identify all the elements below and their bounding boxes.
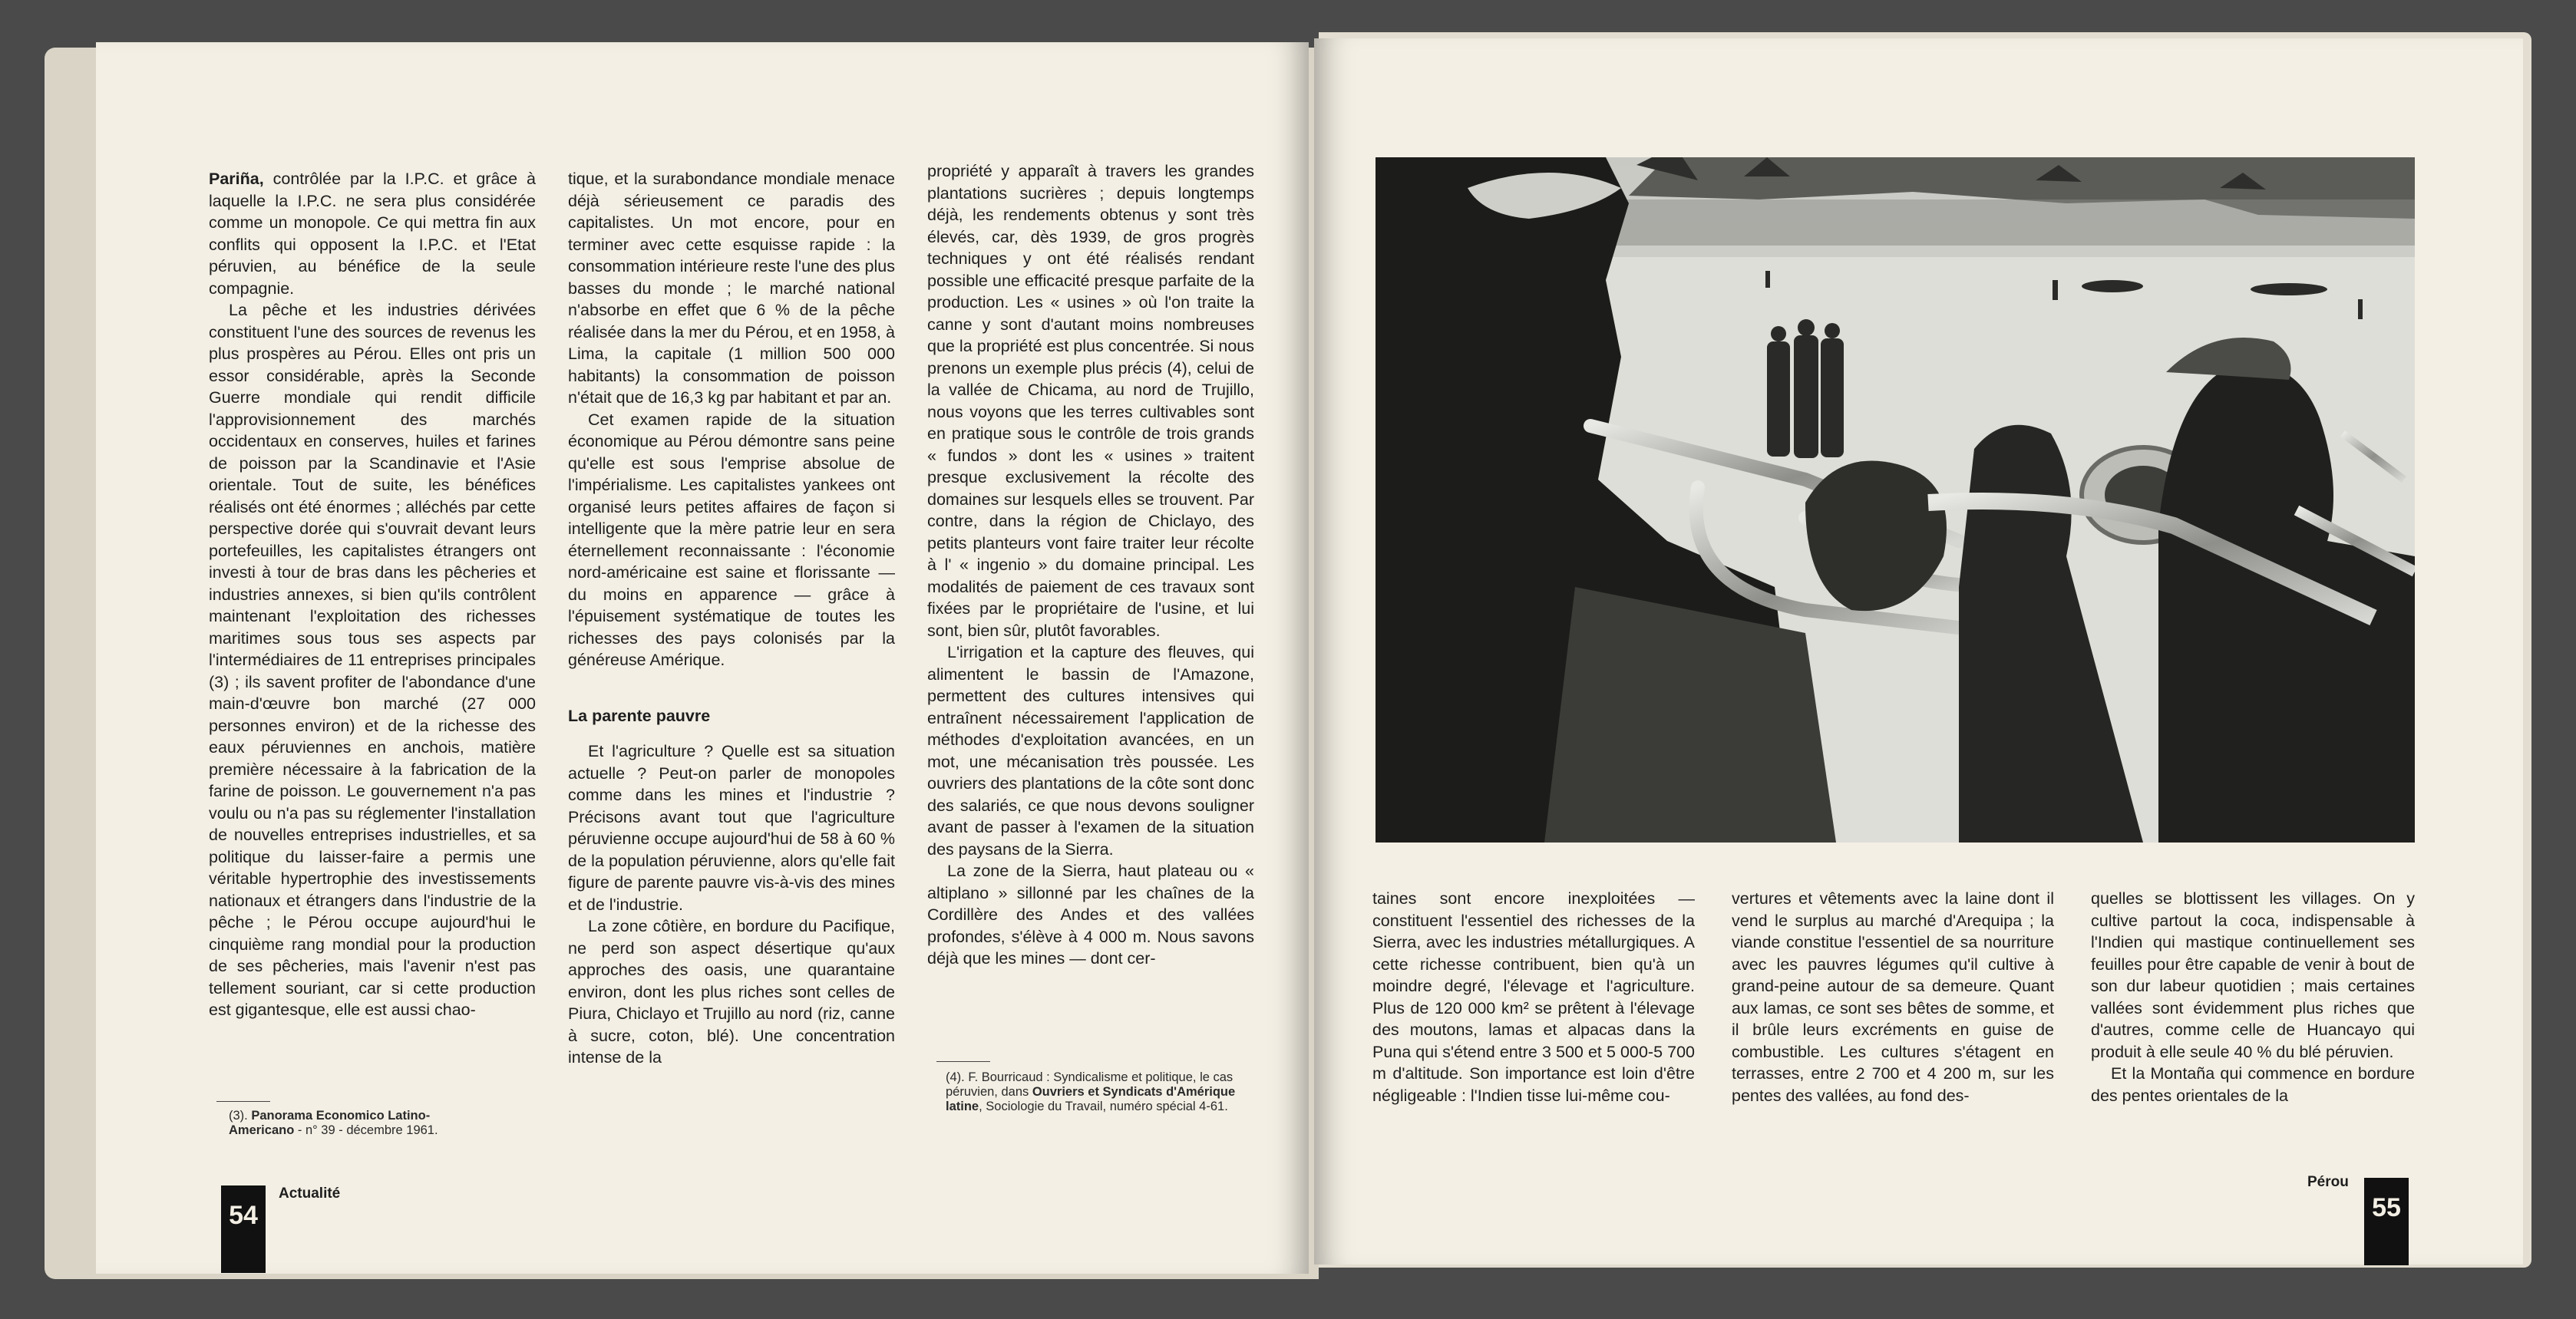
paragraph: Et la Montaña qui commence en bordure des pentes orientales de la <box>2091 1064 2415 1105</box>
paragraph: La zone de la Sierra, haut plateau ou « altiplano » sillonné par les chaînes de la Cordillère des Andes et des vallées profondes, s'élève à 4 000 m. Nous savons déjà que les mines — dont cer- <box>927 862 1254 968</box>
paragraph: L'irrigation et la capture des fleuves, qui alimentent le bassin de l'Amazone, permettent des cultures intensives qui entraînent nécessairement l'application de méthodes d'exploitation avancées, en un mot, une mécanisation très poussée. Les ouvriers des plantations de la côte sont donc des salariés, ce que nous devons souligner avant de passer à l'examen de la situation des paysans de la Sierra. <box>927 643 1254 859</box>
footnote-text: , Sociologie du Travail, numéro spécial 4-61. <box>979 1100 1228 1113</box>
running-head: Actualité <box>279 1185 341 1202</box>
page-number: 54 <box>221 1185 266 1273</box>
paragraph: La zone côtière, en bordure du Pacifique, ne perd son aspect désertique qu'aux approches des oasis, une quarantaine environ, dont les plus riches sont celles de Piura, Chiclayo et Trujillo au nord (riz, canne à sucre, coton, blé). Une concentration intense de la <box>568 917 895 1067</box>
photograph-trumpet-players <box>1376 157 2415 843</box>
paragraph: La pêche et les industries dérivées constituent l'une des sources de revenus les plus prospères au Pérou. Elles ont pris un essor considérable, après la Seconde Guerre mondiale qui rendit difficile l'approvisionnement des marchés occidentaux en conserves, huiles et farines de poisson par la Scandinavie et l'Asie orientale. Tout de suite, les bénéfices réalisés ont été énormes ; alléchés par cette perspective dorée qui s'ouvrait devant leurs portefeuilles, les capitalistes étrangers ont investi à tour de bras dans les pêcheries et industries annexes, si bien qu'ils contrôlent maintenant l'exploitation des richesses maritimes sous tous ses aspects par l'intermédiaires de 11 entreprises principales (3) ; ils savent profiter de l'abondance d'une main-d'œuvre bon marché (27 000 personnes environ) et de la richesse des eaux péruviennes en anchois, matière première nécessaire à la fabrication de la farine de poisson. Le gouvernement n'a pas voulu ou n'a pas su réglementer l'installation de nouvelles entreprises industrielles, et sa politique du laisser-faire a permis une véritable hypertrophie des investissements nationaux et étrangers dans l'industrie de la pêche ; le Pérou occupe aujourd'hui le cinquième rang mondial pour la production de ses pêcheries, mais l'avenir n'est pas tellement souriant, car si cette production est gigantesque, elle est aussi chao- <box>209 301 536 1019</box>
footnote-rule <box>216 1101 270 1102</box>
footnote-number: (3). <box>229 1109 252 1123</box>
right-column-3 <box>2091 888 2415 1106</box>
photo-illustration <box>1376 157 2415 843</box>
footnote-text: (4). F. Bourricaud : Syndicalisme et politique, le cas péruvien, dans <box>946 1070 1234 1099</box>
paragraph: taines sont encore inexploitées — constituent l'essentiel des richesses de la Sierra, avec les industries métallurgiques. A cette richesse contribuent, bien qu'à un moindre degré, l'élevage et l'agriculture. Plus de 120 000 km² se prêtent à l'élevage des moutons, lamas et alpacas dans la Puna qui s'étend entre 3 500 et 5 000-5 700 m d'altitude. Son importance est loin d'être négligeable : l'Indien tisse lui-même cou- <box>1372 889 1695 1105</box>
paragraph-text: contrôlée par la I.P.C. et grâce à laquelle la I.P.C. ne sera plus considérée comme un monopole. Ce qui mettra fin aux conflits qui opposent la I.P.C. et l'Etat péruvien, au bénéfice de la seule compagnie. <box>209 170 536 298</box>
paragraph: propriété y apparaît à travers les grandes plantations sucrières ; depuis longtemps déjà, les rendements obtenus y sont très élevés, car, dès 1939, de gros progrès techniques y ont été réalisés rendant possible une efficacité presque parfaite de la production. Les « usines » où l'on traite la canne y sont d'autant moins nombreuses que la propriété est plus concentrée. Si nous prenons un exemple plus précis (4), celui de la vallée de Chicama, au nord de Trujillo, nous voyons que les terres cultivables sont en pratique sous le contrôle de trois grands « fundos » dont les « usines » traitent presque exclusivement la récolte des domaines sur lesquels elles se trouvent. Par contre, dans la région de Chiclayo, des petits planteurs vont faire traiter leur récolte à l' « ingenio » du domaine principal. Les modalités de paiement de ces travaux sont fixées par le propriétaire de l'usine, et lui sont, bien sûr, plutôt favorables. <box>927 162 1254 640</box>
left-column-1 <box>209 168 536 1021</box>
paragraph: quelles se blottissent les villages. On y cultive partout la coca, indispensable à l'Indien qui mastique continuellement ses feuilles pour être capable de venir à bout de son dur labeur quotidien ; mais certaines vallées sont évidemment plus riches que d'autres, comme celle de Huancayo qui produit à elle seule 40 % du blé péruvien. <box>2091 889 2415 1061</box>
left-column-2 <box>568 168 895 1069</box>
footnote-title: Panorama Economico Latino-Americano <box>229 1109 431 1137</box>
page-number: 55 <box>2364 1178 2409 1265</box>
running-head: Pérou <box>2307 1174 2349 1190</box>
paragraph: Et l'agriculture ? Quelle est sa situation actuelle ? Peut-on parler de monopoles comme dans les mines et l'industrie ? Précisons avant tout que l'agriculture péruvienne occupe aujourd'hui de 58 à 60 % de la population péruvienne, alors qu'elle fait figure de parente pauvre vis-à-vis des mines et de l'industrie. <box>568 742 895 914</box>
footnote-text: - n° 39 - décembre 1961. <box>294 1123 438 1137</box>
section-heading: La parente pauvre <box>568 706 711 725</box>
right-column-1 <box>1372 888 1695 1106</box>
footnote-4 <box>946 1070 1265 1114</box>
paragraph-lead: Pariña, <box>209 170 264 188</box>
paragraph: vertures et vêtements avec la laine dont il vend le surplus au marché d'Arequipa ; la viande constitue l'essentiel de sa nourriture avec les pauvres légumes qu'il cultive à grand-peine autour de sa demeure. Quant aux lamas, ce sont ses bêtes de somme, et il brûle leurs excréments en guise de combustible. Les cultures s'étagent en terrasses, entre 2 700 et 4 200 m, sur les pentes des vallées, au fond des- <box>1732 889 2054 1105</box>
paragraph: Cet examen rapide de la situation économique au Pérou démontre sans peine qu'elle est sous l'emprise absolue de l'impérialisme. Les capitalistes yankees ont organisé leurs petites affaires de façon si intelligente que la mère patrie leur en sera éternellement reconnaissante : l'économie nord-américaine est saine et florissante — du moins en apparence — grâce à l'épuisement systématique de toutes les richesses des pays colonisés par la généreuse Amérique. <box>568 410 895 669</box>
footnote-rule <box>936 1061 990 1062</box>
right-column-2 <box>1732 888 2054 1106</box>
footnote-title: Ouvriers et Syndicats d'Amérique latine <box>946 1085 1236 1113</box>
left-column-3 <box>927 160 1254 970</box>
footnote-3 <box>229 1109 459 1138</box>
paragraph: tique, et la surabondance mondiale menace déjà sérieusement ce paradis des capitalistes. Un mot encore, pour en terminer avec cette esquisse rapide : la consommation intérieure reste l'une des plus basses du monde ; le marché national n'absorbe en effet que 6 % de la pêche réalisée dans la mer du Pérou, et en 1958, à Lima, la capitale (1 million 500 000 habitants) la consommation de poisson n'était que de 16,3 kg par habitant et par an. <box>568 170 895 407</box>
